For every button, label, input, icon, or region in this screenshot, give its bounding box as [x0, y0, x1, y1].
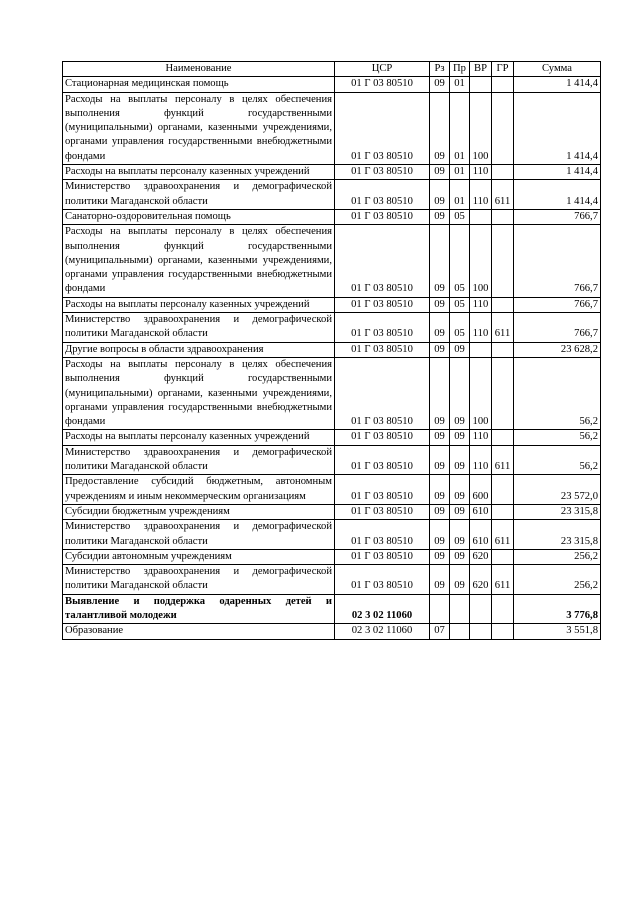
table-row: [63, 297, 601, 312]
cell-pr: [450, 624, 470, 639]
cell-csr: 01 Г 03 80510: [335, 165, 430, 180]
cell-gr: [492, 594, 514, 624]
cell-pr: 09: [450, 357, 470, 429]
cell-rz: 09: [430, 165, 450, 180]
cell-sum: 766,7: [514, 313, 601, 343]
cell-gr: [492, 92, 514, 164]
cell-name: Расходы на выплаты персоналу казенных учреждений: [63, 165, 335, 180]
table-row: [63, 565, 601, 595]
cell-sum: 3 551,8: [514, 624, 601, 639]
cell-csr: 01 Г 03 80510: [335, 342, 430, 357]
table-body: [63, 77, 601, 639]
header-csr: ЦСР: [335, 62, 430, 77]
cell-gr: [492, 475, 514, 505]
cell-gr: 611: [492, 445, 514, 475]
cell-rz: 09: [430, 445, 450, 475]
cell-gr: [492, 297, 514, 312]
cell-rz: 09: [430, 77, 450, 92]
cell-pr: 09: [450, 504, 470, 519]
table-row: [63, 549, 601, 564]
cell-csr: 01 Г 03 80510: [335, 225, 430, 297]
table-row: [63, 357, 601, 429]
cell-rz: 09: [430, 565, 450, 595]
cell-sum: 56,2: [514, 430, 601, 445]
cell-rz: 09: [430, 209, 450, 224]
cell-vr: 110: [470, 313, 492, 343]
cell-csr: 01 Г 03 80510: [335, 445, 430, 475]
cell-name: Расходы на выплаты персоналу в целях обеспечения выполнения функций государственными (муниципальными) органами, казенными учреждениями, органами управления государственными внебюджетными фондами: [63, 225, 335, 297]
cell-gr: [492, 209, 514, 224]
cell-rz: 09: [430, 342, 450, 357]
cell-csr: 01 Г 03 80510: [335, 77, 430, 92]
header-gr: ГР: [492, 62, 514, 77]
cell-sum: 766,7: [514, 297, 601, 312]
cell-rz: 09: [430, 520, 450, 550]
cell-vr: 100: [470, 92, 492, 164]
cell-rz: 09: [430, 430, 450, 445]
table-row: [63, 77, 601, 92]
cell-pr: 09: [450, 565, 470, 595]
cell-csr: 02 3 02 11060: [335, 624, 430, 639]
table-row: [63, 594, 601, 624]
cell-vr: 110: [470, 445, 492, 475]
cell-vr: 100: [470, 225, 492, 297]
cell-pr: 05: [450, 297, 470, 312]
cell-csr: 02 3 02 11060: [335, 594, 430, 624]
cell-gr: 611: [492, 180, 514, 210]
cell-vr: 110: [470, 430, 492, 445]
cell-name: Министерство здравоохранения и демографической политики Магаданской области: [63, 445, 335, 475]
cell-rz: [430, 594, 450, 624]
cell-vr: 110: [470, 180, 492, 210]
table-row: [63, 225, 601, 297]
cell-gr: [492, 357, 514, 429]
cell-rz: 09: [430, 504, 450, 519]
table-row: [63, 475, 601, 505]
cell-sum: 766,7: [514, 209, 601, 224]
cell-pr: 01: [450, 77, 470, 92]
table-row: [63, 180, 601, 210]
header-rz: Рз: [430, 62, 450, 77]
header-pr: Пр: [450, 62, 470, 77]
cell-gr: [492, 549, 514, 564]
cell-csr: 01 Г 03 80510: [335, 475, 430, 505]
header-vr: ВР: [470, 62, 492, 77]
cell-vr: 600: [470, 475, 492, 505]
cell-vr: 620: [470, 549, 492, 564]
cell-pr: 09: [450, 342, 470, 357]
cell-gr: 611: [492, 313, 514, 343]
table-row: [63, 624, 601, 639]
cell-name: Другие вопросы в области здравоохранения: [63, 342, 335, 357]
cell-rz: 09: [430, 475, 450, 505]
cell-name: Расходы на выплаты персоналу казенных учреждений: [63, 430, 335, 445]
table-row: [63, 445, 601, 475]
cell-csr: 01 Г 03 80510: [335, 313, 430, 343]
cell-name: Министерство здравоохранения и демографической политики Магаданской области: [63, 520, 335, 550]
cell-name: Предоставление субсидий бюджетным, автономным учреждениям и иным некоммерческим организациям: [63, 475, 335, 505]
cell-rz: 09: [430, 549, 450, 564]
header-sum: Сумма: [514, 62, 601, 77]
cell-pr: 09: [450, 520, 470, 550]
cell-pr: 09: [450, 475, 470, 505]
cell-gr: [492, 77, 514, 92]
cell-csr: 01 Г 03 80510: [335, 520, 430, 550]
cell-vr: [470, 594, 492, 624]
table-row: [63, 92, 601, 164]
cell-vr: 610: [470, 520, 492, 550]
cell-name: Расходы на выплаты персоналу казенных учреждений: [63, 297, 335, 312]
table-row: [63, 209, 601, 224]
cell-pr: 09: [450, 549, 470, 564]
table-row: [63, 520, 601, 550]
cell-csr: 01 Г 03 80510: [335, 209, 430, 224]
cell-sum: 23 315,8: [514, 520, 601, 550]
cell-sum: 1 414,4: [514, 180, 601, 210]
cell-sum: 3 776,8: [514, 594, 601, 624]
cell-sum: 256,2: [514, 549, 601, 564]
cell-pr: 01: [450, 180, 470, 210]
cell-name: Министерство здравоохранения и демографической политики Магаданской области: [63, 313, 335, 343]
cell-name: Министерство здравоохранения и демографической политики Магаданской области: [63, 565, 335, 595]
cell-name: Образование: [63, 624, 335, 639]
cell-vr: 620: [470, 565, 492, 595]
cell-gr: [492, 165, 514, 180]
cell-pr: 09: [450, 445, 470, 475]
cell-rz: 09: [430, 225, 450, 297]
cell-sum: 1 414,4: [514, 165, 601, 180]
cell-pr: 05: [450, 225, 470, 297]
header-name: Наименование: [63, 62, 335, 77]
cell-vr: 110: [470, 165, 492, 180]
budget-table: [62, 61, 601, 640]
cell-sum: 1 414,4: [514, 77, 601, 92]
cell-csr: 01 Г 03 80510: [335, 430, 430, 445]
cell-vr: [470, 77, 492, 92]
cell-rz: 09: [430, 180, 450, 210]
cell-csr: 01 Г 03 80510: [335, 92, 430, 164]
cell-pr: [450, 594, 470, 624]
cell-vr: 110: [470, 297, 492, 312]
table-row: [63, 313, 601, 343]
cell-gr: 611: [492, 565, 514, 595]
cell-csr: 01 Г 03 80510: [335, 504, 430, 519]
cell-rz: 09: [430, 313, 450, 343]
cell-name: Министерство здравоохранения и демографической политики Магаданской области: [63, 180, 335, 210]
cell-vr: 610: [470, 504, 492, 519]
cell-pr: 01: [450, 165, 470, 180]
cell-sum: 56,2: [514, 445, 601, 475]
table-row: [63, 430, 601, 445]
cell-sum: 256,2: [514, 565, 601, 595]
cell-csr: 01 Г 03 80510: [335, 180, 430, 210]
cell-sum: 23 572,0: [514, 475, 601, 505]
cell-vr: [470, 342, 492, 357]
cell-sum: 766,7: [514, 225, 601, 297]
cell-gr: 611: [492, 520, 514, 550]
cell-name: Расходы на выплаты персоналу в целях обеспечения выполнения функций государственными (муниципальными) органами, казенными учреждениями, органами управления государственными внебюджетными фондами: [63, 357, 335, 429]
header-row: [63, 62, 601, 77]
cell-pr: 05: [450, 209, 470, 224]
cell-rz: 09: [430, 297, 450, 312]
cell-sum: 23 315,8: [514, 504, 601, 519]
table-row: [63, 342, 601, 357]
cell-gr: [492, 225, 514, 297]
cell-sum: 56,2: [514, 357, 601, 429]
cell-csr: 01 Г 03 80510: [335, 357, 430, 429]
cell-pr: 01: [450, 92, 470, 164]
cell-rz: 09: [430, 357, 450, 429]
cell-pr: 05: [450, 313, 470, 343]
cell-vr: [470, 624, 492, 639]
cell-rz: 07: [430, 624, 450, 639]
cell-gr: [492, 624, 514, 639]
cell-name: Субсидии автономным учреждениям: [63, 549, 335, 564]
cell-sum: 1 414,4: [514, 92, 601, 164]
cell-sum: 23 628,2: [514, 342, 601, 357]
cell-pr: 09: [450, 430, 470, 445]
cell-csr: 01 Г 03 80510: [335, 565, 430, 595]
cell-name: Субсидии бюджетным учреждениям: [63, 504, 335, 519]
cell-name: Выявление и поддержка одаренных детей и талантливой молодежи: [63, 594, 335, 624]
cell-gr: [492, 342, 514, 357]
cell-name: Санаторно-оздоровительная помощь: [63, 209, 335, 224]
cell-gr: [492, 504, 514, 519]
cell-csr: 01 Г 03 80510: [335, 297, 430, 312]
cell-name: Расходы на выплаты персоналу в целях обеспечения выполнения функций государственными (муниципальными) органами, казенными учреждениями, органами управления государственными внебюджетными фондами: [63, 92, 335, 164]
cell-name: Стационарная медицинская помощь: [63, 77, 335, 92]
cell-vr: [470, 209, 492, 224]
cell-vr: 100: [470, 357, 492, 429]
table-row: [63, 165, 601, 180]
cell-rz: 09: [430, 92, 450, 164]
cell-csr: 01 Г 03 80510: [335, 549, 430, 564]
table-row: [63, 504, 601, 519]
cell-gr: [492, 430, 514, 445]
